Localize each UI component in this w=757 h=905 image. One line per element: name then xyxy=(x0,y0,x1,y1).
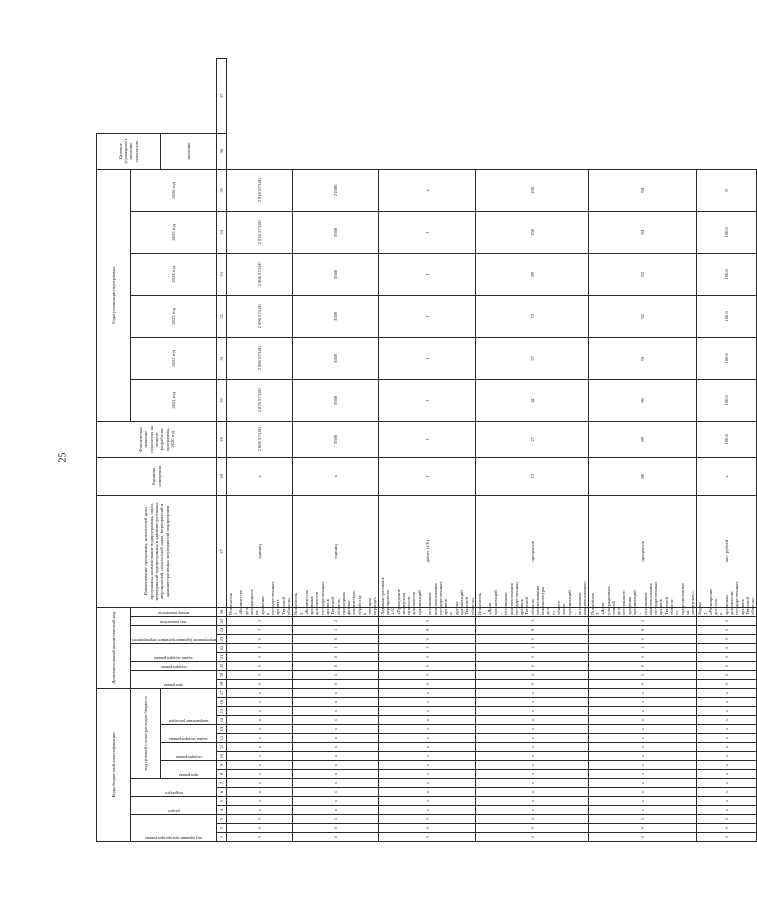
code-cell: 0 xyxy=(696,616,756,625)
code-cell: 0 xyxy=(476,833,589,842)
code-cell: x xyxy=(292,770,379,779)
name-cell: Показатель 1 «Доля организаций – источников комплектования государственных архивов Тверской области, согласовавших номенклатуры дел, от общего числа организаций – источников комплектования» xyxy=(476,581,588,615)
code-cell: x xyxy=(292,761,379,770)
code-cell: x xyxy=(476,797,589,806)
code-cell: x xyxy=(476,752,589,761)
code-cell: x xyxy=(589,698,697,707)
year-value-cell: 1 xyxy=(379,253,476,295)
code-cell: 0 xyxy=(292,824,379,833)
page-number: 25 xyxy=(57,452,69,463)
code-cell: 5 xyxy=(696,670,756,679)
table-row xyxy=(696,59,756,842)
code-cell: x xyxy=(379,743,476,752)
code-cell: x xyxy=(292,698,379,707)
column-number: 5 xyxy=(217,797,227,806)
activity-direction-header: направление расходов xyxy=(168,719,209,724)
table-row xyxy=(589,59,697,842)
code-cell: x xyxy=(292,788,379,797)
code-cell: x xyxy=(379,779,476,788)
name-cell: Задача 2 «Расширение доступа к архивным документам государственных архивов Тверской области» xyxy=(697,581,756,615)
code-cell: x xyxy=(589,716,697,725)
year-value-cell: 91 xyxy=(589,337,697,379)
code-cell: x xyxy=(696,725,756,734)
year-value-cell: 100,0 xyxy=(696,211,756,253)
rotated-table-wrapper xyxy=(96,58,756,842)
add-task-header: задача подпрограммы xyxy=(154,655,194,661)
code-cell: 5 xyxy=(379,670,476,679)
add-subprogram-header: подпрограмма xyxy=(160,664,187,670)
year-value-cell: 2 916 573,00 xyxy=(227,211,292,253)
code-cell: 5 xyxy=(292,670,379,679)
year-value-cell: 2 886 573,00 xyxy=(227,337,292,379)
target-value-cell: x xyxy=(379,169,476,211)
column-number: 23 xyxy=(217,634,227,643)
code-cell: 1 xyxy=(292,643,379,652)
target-value-cell: 21000 xyxy=(292,169,379,211)
code-cell: 1 xyxy=(476,643,589,652)
year-value-cell: 92 xyxy=(589,295,697,337)
code-cell: x xyxy=(227,698,292,707)
code-cell: 0 xyxy=(292,652,379,661)
column-number: 6 xyxy=(217,788,227,797)
code-cell: x xyxy=(589,743,697,752)
name-column-header: Наименование программы, показателей цели программы, наименование подпрограммы, задач, мероприятий подпрограммы и административных мероприятий, показателей задач, мероприятий и административных мероприятий подпрограмм xyxy=(97,495,217,607)
year-value-cell: 100,0 xyxy=(696,295,756,337)
column-number: 19 xyxy=(217,670,227,679)
code-cell: x xyxy=(476,779,589,788)
column-number: 4 xyxy=(217,806,227,815)
code-cell: 5 xyxy=(292,815,379,824)
code-cell: 2 xyxy=(589,616,697,625)
fact-cell: 88 xyxy=(589,457,697,495)
code-cell: x xyxy=(696,734,756,743)
column-number: 34 xyxy=(217,211,227,253)
code-cell: x xyxy=(589,788,697,797)
fact-cell: 13 xyxy=(476,457,589,495)
code-cell: x xyxy=(476,743,589,752)
code-cell: x xyxy=(476,725,589,734)
code-cell: x xyxy=(227,797,292,806)
code-cell: 8 xyxy=(589,625,697,634)
code-cell: 1 xyxy=(227,643,292,652)
code-cell: 0 xyxy=(589,634,697,643)
code-cell: x xyxy=(227,725,292,734)
code-cell: 2 xyxy=(696,643,756,652)
target-value-cell: 2 916 573,00 xyxy=(227,169,292,211)
code-cell: x xyxy=(292,725,379,734)
year-value-cell: 3500 xyxy=(292,295,379,337)
code-cell: x xyxy=(379,688,476,697)
column-number: 29 xyxy=(217,421,227,457)
column-number: 33 xyxy=(217,253,227,295)
column-number: 3 xyxy=(217,815,227,824)
target-value-header: значение xyxy=(160,133,217,169)
code-cell: x xyxy=(227,752,292,761)
code-cell: x xyxy=(589,806,697,815)
column-number: 28 xyxy=(217,457,227,495)
code-cell: 0 xyxy=(696,679,756,688)
column-number: 27 xyxy=(217,495,227,607)
year-value-cell: 100,0 xyxy=(696,253,756,295)
add-program-header: программа xyxy=(164,682,184,688)
year-value-cell: 1 xyxy=(379,337,476,379)
year-value-cell: 3500 xyxy=(292,379,379,421)
year-2024-header: 2024 год xyxy=(131,253,217,295)
column-number: 32 xyxy=(217,295,227,337)
column-number: 17 xyxy=(217,688,227,697)
code-cell: 2 xyxy=(292,616,379,625)
code-cell: 0 xyxy=(589,824,697,833)
code-cell: x xyxy=(379,797,476,806)
code-cell: 0 xyxy=(476,679,589,688)
code-cell: x xyxy=(227,707,292,716)
code-cell: x xyxy=(476,761,589,770)
target-value-cell: 0 xyxy=(696,169,756,211)
code-cell: 8 xyxy=(379,625,476,634)
code-cell: x xyxy=(696,688,756,697)
code-cell: 0 xyxy=(379,833,476,842)
code-cell: 0 xyxy=(696,824,756,833)
years-group-header: Годы реализации программы xyxy=(97,169,131,421)
year-2023-header: 2023 год xyxy=(131,295,217,337)
code-cell: x xyxy=(227,688,292,697)
code-cell: x xyxy=(292,734,379,743)
subprogram-header: подпрограмма xyxy=(175,755,202,760)
code-cell: 0 xyxy=(476,634,589,643)
code-cell: x xyxy=(292,688,379,697)
target-item-group-header: код целевой статьи расходов бюджета xyxy=(131,688,161,778)
code-cell: 0 xyxy=(696,652,756,661)
code-cell: 0 xyxy=(292,833,379,842)
code-cell: 0 xyxy=(589,833,697,842)
code-cell: x xyxy=(476,707,589,716)
code-cell: x xyxy=(696,797,756,806)
subsection-header: подраздел xyxy=(164,791,183,796)
code-cell: 5 xyxy=(696,815,756,824)
code-cell: 0 xyxy=(227,824,292,833)
code-cell: x xyxy=(379,806,476,815)
code-cell: 5 xyxy=(379,815,476,824)
table-row xyxy=(476,59,589,842)
year-value-cell: 89 xyxy=(589,421,697,457)
code-cell: 0 xyxy=(476,824,589,833)
column-number: 9 xyxy=(217,761,227,770)
column-number: 7 xyxy=(217,779,227,788)
column-number: 10 xyxy=(217,752,227,761)
year-value-cell: 1 xyxy=(379,379,476,421)
code-cell: 8 xyxy=(476,625,589,634)
column-number: 31 xyxy=(217,337,227,379)
year-value-cell: 41 xyxy=(476,379,589,421)
code-cell: x xyxy=(589,797,697,806)
program-header: программа xyxy=(178,773,199,778)
code-cell: x xyxy=(696,716,756,725)
subprogram-task-header: задача подпрограммы xyxy=(169,737,208,742)
code-cell: x xyxy=(227,761,292,770)
code-cell: 5 xyxy=(589,670,697,679)
fact-cell: x xyxy=(292,457,379,495)
unit-cell: процентов xyxy=(589,495,697,607)
code-cell: 0 xyxy=(227,661,292,670)
code-cell: x xyxy=(227,716,292,725)
column-number: 12 xyxy=(217,734,227,743)
fact-column-header: Фактическое значение показателя на момент разработки программы, 2020 год xyxy=(97,421,217,457)
code-cell: x xyxy=(589,688,697,697)
column-number: 1 xyxy=(217,833,227,842)
year-value-cell: 57 xyxy=(476,337,589,379)
name-cell: Показатель 1 «Количество дел, находящихся на хранении в государственных архивах Тверской области» xyxy=(227,581,291,615)
code-cell: x xyxy=(589,761,697,770)
name-cell: Показатель 2 «Доля утвержденных описей дел постоянного хранения организаций – источников комплектования государственных архивов Тверской области от представленных на экспертизу» xyxy=(589,581,696,615)
unit-column-header: Единица измерения xyxy=(97,457,217,495)
code-cell: x xyxy=(589,779,697,788)
year-value-cell: 90 xyxy=(589,379,697,421)
year-value-cell: 2 876 573,00 xyxy=(227,379,292,421)
code-cell: 0 xyxy=(696,833,756,842)
code-cell: x xyxy=(379,725,476,734)
fact-cell: 1 xyxy=(379,457,476,495)
column-number: 36 xyxy=(217,133,227,169)
column-number: 35 xyxy=(217,169,227,211)
code-cell: x xyxy=(476,698,589,707)
code-cell: 1 xyxy=(589,643,697,652)
code-cell: x xyxy=(589,707,697,716)
code-cell: x xyxy=(292,797,379,806)
column-number: 11 xyxy=(217,743,227,752)
year-value-cell: 3500 xyxy=(292,253,379,295)
code-cell: x xyxy=(227,734,292,743)
code-cell: 5 xyxy=(476,670,589,679)
code-cell: 5 xyxy=(227,815,292,824)
column-number: 15 xyxy=(217,707,227,716)
code-cell: x xyxy=(476,716,589,725)
code-cell: x xyxy=(379,752,476,761)
code-cell: 0 xyxy=(379,652,476,661)
code-cell: x xyxy=(292,707,379,716)
column-number: 16 xyxy=(217,698,227,707)
code-cell: x xyxy=(696,707,756,716)
code-cell: 1 xyxy=(292,625,379,634)
name-cell: Административное мероприятие 1.02 «Проведение экспертизы ценности документов организаций – источников комплектования государственных архивов и других организаций Тверской области» xyxy=(379,577,475,615)
column-number: 13 xyxy=(217,725,227,734)
target-value-cell: 94 xyxy=(589,169,697,211)
add-indicator-number-header: номер показателя xyxy=(158,610,190,616)
budget-class-group-header: Коды бюджетной классификации xyxy=(97,688,131,841)
target-value-cell: 100 xyxy=(476,169,589,211)
column-number: 26 xyxy=(217,607,227,616)
code-cell: 0 xyxy=(589,652,697,661)
code-cell: x xyxy=(379,734,476,743)
column-number: 25 xyxy=(217,616,227,625)
code-cell: 5 xyxy=(589,815,697,824)
column-number: 37 xyxy=(217,59,227,134)
code-cell: x xyxy=(292,743,379,752)
table-row xyxy=(227,59,292,842)
code-cell: x xyxy=(696,806,756,815)
code-cell: x xyxy=(476,734,589,743)
code-cell: x xyxy=(589,752,697,761)
code-cell: 0 xyxy=(292,679,379,688)
code-cell: 1 xyxy=(227,625,292,634)
code-cell: x xyxy=(379,788,476,797)
code-cell: 0 xyxy=(227,833,292,842)
code-cell: x xyxy=(589,725,697,734)
code-cell: x xyxy=(476,770,589,779)
column-numbers-row xyxy=(217,59,227,842)
code-cell: x xyxy=(379,716,476,725)
column-number: 18 xyxy=(217,679,227,688)
unit-cell: да/нет (1/0) xyxy=(379,495,476,607)
code-cell: 0 xyxy=(589,679,697,688)
year-value-cell: 2 906 573,00 xyxy=(227,253,292,295)
column-number: 8 xyxy=(217,770,227,779)
admin-code-header: код администратора программы xyxy=(145,836,203,841)
add-indicator-type-header: тип показателя xyxy=(160,619,188,625)
code-cell: 0 xyxy=(696,634,756,643)
column-number: 14 xyxy=(217,716,227,725)
code-cell: x xyxy=(379,761,476,770)
code-cell: x xyxy=(696,743,756,752)
code-cell: 0 xyxy=(227,634,292,643)
year-value-cell: 2 896 573,00 xyxy=(227,295,292,337)
code-cell: 1 xyxy=(476,616,589,625)
year-value-cell: 27 xyxy=(476,421,589,457)
code-cell: 5 xyxy=(476,815,589,824)
year-value-cell: 100,0 xyxy=(696,421,756,457)
code-cell: x xyxy=(292,716,379,725)
code-cell: 0 xyxy=(476,661,589,670)
code-cell: 0 xyxy=(379,679,476,688)
unit-cell: процентов xyxy=(476,495,589,607)
section-header: раздел xyxy=(167,809,180,814)
code-cell: x xyxy=(476,806,589,815)
code-cell: x xyxy=(227,770,292,779)
code-cell: 5 xyxy=(227,670,292,679)
code-cell: 0 xyxy=(589,661,697,670)
code-cell: x xyxy=(696,698,756,707)
year-value-cell: 100,0 xyxy=(696,337,756,379)
year-value-cell: 89 xyxy=(476,253,589,295)
table-row xyxy=(292,59,379,842)
code-cell: x xyxy=(292,806,379,815)
code-cell: x xyxy=(379,770,476,779)
code-cell: x xyxy=(227,806,292,815)
year-2021-header: 2021 год xyxy=(131,379,217,421)
column-number: 30 xyxy=(217,379,227,421)
code-cell: x xyxy=(379,698,476,707)
code-cell: x xyxy=(696,752,756,761)
code-cell: x xyxy=(476,688,589,697)
year-value-cell: 1 xyxy=(379,211,476,253)
name-cell: Показатель 2 «Количество архивных документов государственных архивов Тверской области, прошедших физико-химическую обработку в текущем периоде» xyxy=(293,581,378,615)
fact-cell: x xyxy=(227,457,292,495)
code-cell: 0 xyxy=(379,824,476,833)
code-cell: x xyxy=(227,743,292,752)
code-cell: x xyxy=(227,779,292,788)
additional-code-group-header: Дополнительный аналитический код xyxy=(97,607,131,688)
year-2022-header: 2022 год xyxy=(131,337,217,379)
code-cell: 0 xyxy=(379,634,476,643)
code-cell: x xyxy=(379,707,476,716)
table-row xyxy=(379,59,476,842)
year-value-cell: 3500 xyxy=(292,337,379,379)
code-cell: 0 xyxy=(292,661,379,670)
year-2025-header: 2025 год xyxy=(131,211,217,253)
code-cell: x xyxy=(292,752,379,761)
table-body xyxy=(227,59,757,842)
code-cell: 0 xyxy=(379,616,476,625)
code-cell: 0 xyxy=(476,652,589,661)
year-value-cell: 73 xyxy=(476,295,589,337)
year-value-cell: 3500 xyxy=(292,421,379,457)
add-event-header: мероприятие (административное мероприятие) xyxy=(131,637,216,643)
code-cell: x xyxy=(696,779,756,788)
year-2026-header: 2026 год xyxy=(131,169,217,211)
code-cell: x xyxy=(696,770,756,779)
code-cell: x xyxy=(476,788,589,797)
fact-cell: x xyxy=(696,457,756,495)
code-cell: x xyxy=(589,770,697,779)
year-value-cell: 3500 xyxy=(292,211,379,253)
year-value-cell: 2 866 573,00 xyxy=(227,421,292,457)
code-cell: 0 xyxy=(227,679,292,688)
year-value-cell: 1 xyxy=(379,295,476,337)
unit-cell: тыс. рублей xyxy=(696,495,756,607)
year-value-cell: 94 xyxy=(589,211,697,253)
code-cell: x xyxy=(589,734,697,743)
code-cell: 1 xyxy=(379,643,476,652)
code-cell: x xyxy=(696,788,756,797)
unit-cell: единиц xyxy=(292,495,379,607)
code-cell: 0 xyxy=(696,625,756,634)
column-number: 24 xyxy=(217,625,227,634)
year-value-cell: 100 xyxy=(476,211,589,253)
code-cell: 0 xyxy=(696,661,756,670)
code-cell: x xyxy=(696,761,756,770)
column-number: 2 xyxy=(217,824,227,833)
code-cell: x xyxy=(292,779,379,788)
year-value-cell: 1 xyxy=(379,421,476,457)
code-cell: 0 xyxy=(227,652,292,661)
column-number: 20 xyxy=(217,661,227,670)
program-indicators-table xyxy=(96,58,757,842)
code-cell: 0 xyxy=(292,634,379,643)
column-number: 21 xyxy=(217,652,227,661)
year-value-cell: 93 xyxy=(589,253,697,295)
code-cell: x xyxy=(227,788,292,797)
code-cell: 0 xyxy=(379,661,476,670)
code-cell: 1 xyxy=(227,616,292,625)
year-value-cell: 100,0 xyxy=(696,379,756,421)
column-number: 22 xyxy=(217,643,227,652)
target-group-header: Целевое (суммарное) значение показателя xyxy=(97,133,161,169)
unit-cell: единиц xyxy=(227,495,292,607)
